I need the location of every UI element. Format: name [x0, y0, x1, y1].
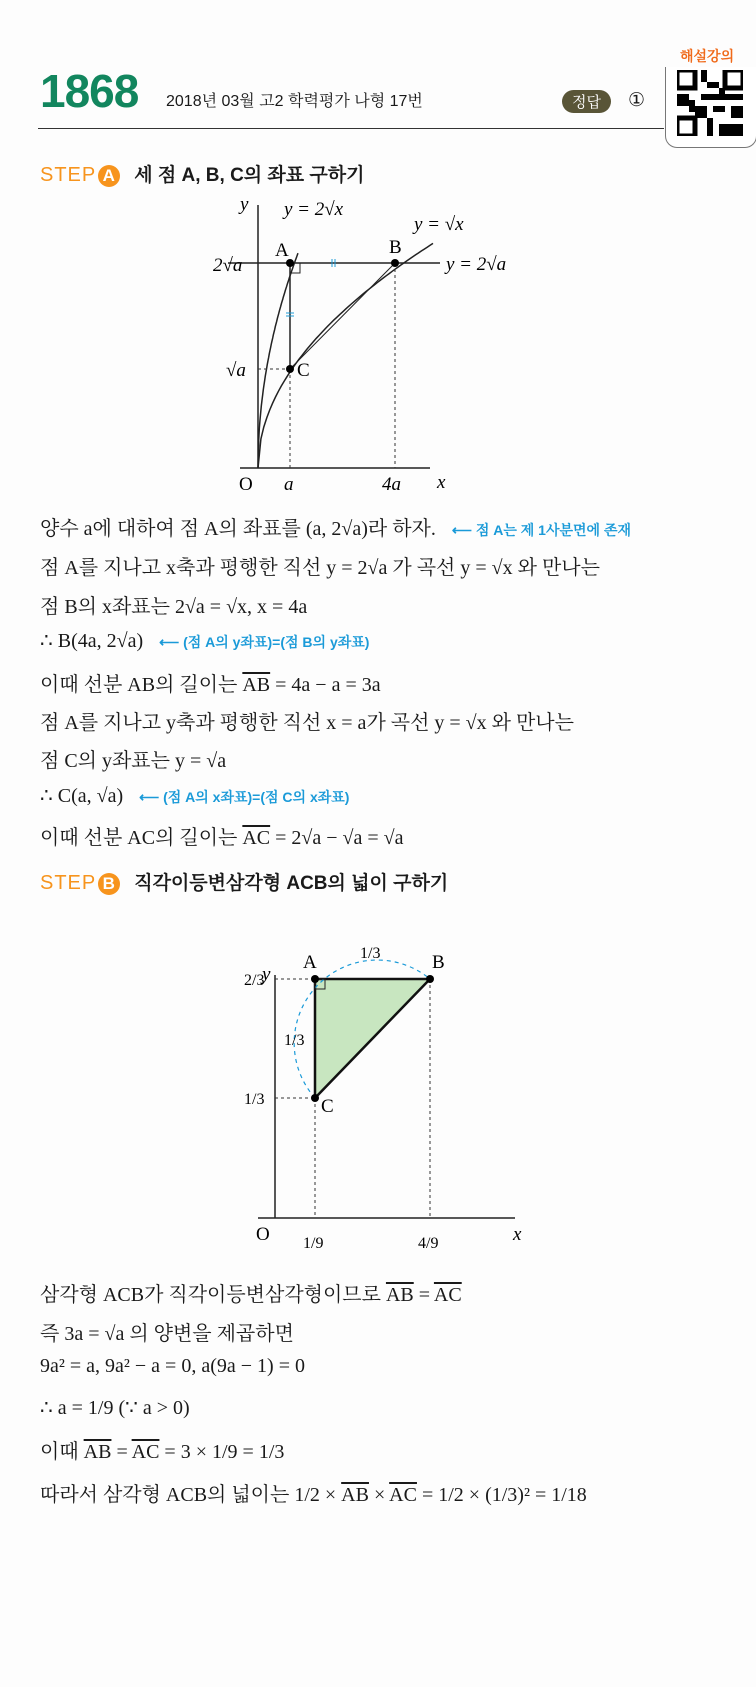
line-text: = 3 × 1/9 = 1/3 — [159, 1441, 285, 1463]
tick-sqrt-a: √a — [226, 360, 246, 381]
line-text: = 4a − a = 3a — [270, 674, 381, 696]
segment-notation: $\overline{AC}$ — [131, 1441, 160, 1463]
line-text: 즉 3a = √a 의 양변을 제곱하면 — [40, 1323, 294, 1345]
segment-notation: $\overline{AB}$ — [385, 1284, 414, 1306]
line-text: = — [111, 1441, 132, 1463]
line-text: 양수 a에 대하여 점 A의 좌표를 (a, 2√a)라 하자. — [40, 518, 436, 540]
tick-a: a — [284, 474, 294, 495]
solution-line — [40, 628, 369, 653]
solution-line — [40, 706, 574, 735]
problem-source: 2018년 03월 고2 학력평가 나형 17번 — [166, 93, 423, 110]
solution-line — [40, 512, 631, 541]
solution-line — [40, 1478, 587, 1507]
annotation-note: ⟵ (점 A의 x좌표)=(점 C의 x좌표) — [139, 789, 350, 805]
label-ac-length: 1/3 — [284, 1032, 305, 1049]
solution-line — [40, 1355, 305, 1378]
step-letter: B — [98, 873, 120, 895]
tick-2-3: 2/3 — [244, 972, 265, 989]
line-text: 이때 선분 AB의 길이는 — [40, 674, 243, 696]
label-b: B — [389, 237, 402, 258]
answer-badge: 정답 — [562, 90, 611, 113]
y-axis-label: y — [240, 194, 249, 215]
segment-cb — [290, 263, 395, 369]
step-title: 세 점 A, B, C의 좌표 구하기 — [134, 165, 365, 186]
line-text: ∴ B(4a, 2√a) — [40, 630, 144, 652]
origin-label: O — [239, 474, 253, 495]
curve-y-2sqrt-x — [258, 253, 298, 468]
line-text: 점 B의 x좌표는 2√a = √x, x = 4a — [40, 596, 308, 618]
solution-line — [40, 551, 600, 580]
tick-2sqrt-a: 2√a — [213, 255, 243, 276]
line-text: 삼각형 ACB가 직각이등변삼각형이므로 — [40, 1284, 386, 1306]
lecture-label: 해설강의 — [680, 48, 735, 64]
tick-4-9: 4/9 — [418, 1235, 439, 1252]
label-c: C — [297, 360, 310, 381]
line-text: × — [368, 1484, 390, 1506]
solution-line — [40, 1435, 284, 1464]
step-letter: A — [98, 165, 120, 187]
line-text: 9a² = a, 9a² − a = 0, a(9a − 1) = 0 — [40, 1355, 305, 1377]
y-axis-label: y — [262, 964, 271, 985]
line-text: 점 A를 지나고 y축과 평행한 직선 x = a가 곡선 y = √x 와 만나는 — [40, 712, 574, 734]
solution-line — [40, 590, 307, 619]
line-text: = 2√a − √a = √a — [270, 827, 404, 849]
solution-line — [40, 744, 226, 773]
triangle-acb — [315, 979, 430, 1098]
label-c: C — [321, 1096, 334, 1117]
origin-label: O — [256, 1224, 270, 1245]
tick-4a: 4a — [382, 474, 401, 495]
step-title: 직각이등변삼각형 ACB의 넓이 구하기 — [134, 873, 449, 894]
line-text: 따라서 삼각형 ACB의 넓이는 1/2 × — [40, 1484, 342, 1506]
label-y-2sqrt-x: y = 2√x — [284, 199, 344, 220]
segment-notation: $\overline{AB}$ — [341, 1484, 369, 1506]
label-a: A — [303, 952, 317, 973]
label-y-sqrt-x: y = √x — [414, 214, 464, 235]
segment-notation: $\overline{AC}$ — [242, 827, 271, 849]
graph-step-b — [230, 940, 530, 1262]
label-y-2sqrt-a: y = 2√a — [446, 254, 507, 275]
segment-notation: $\overline{AC}$ — [433, 1284, 462, 1306]
solution-line — [40, 783, 349, 808]
line-text: ∴ C(a, √a) — [40, 785, 124, 807]
solution-line — [40, 1317, 294, 1346]
line-text: ∴ a = 1/9 (∵ a > 0) — [40, 1397, 190, 1419]
label-ab-length: 1/3 — [360, 945, 381, 962]
step-label: STEP — [40, 164, 97, 186]
line-text: 이때 선분 AC의 길이는 — [40, 827, 243, 849]
segment-notation: $\overline{AC}$ — [389, 1484, 417, 1506]
x-axis-label: x — [513, 1224, 522, 1245]
step-a-heading — [40, 160, 364, 187]
solution-line — [40, 1278, 462, 1307]
solution-line — [40, 1395, 190, 1420]
line-text: 점 C의 y좌표는 y = √a — [40, 750, 227, 772]
qr-code-icon[interactable] — [677, 70, 743, 136]
solution-line — [40, 668, 381, 697]
line-text: = 1/2 × (1/3)² = 1/18 — [416, 1484, 587, 1506]
tick-1-3: 1/3 — [244, 1091, 265, 1108]
annotation-note: ⟵ (점 A의 y좌표)=(점 B의 y좌표) — [159, 634, 370, 650]
answer-value: ① — [628, 89, 646, 111]
solution-line — [40, 821, 404, 850]
line-text: 점 A를 지나고 x축과 평행한 직선 y = 2√a 가 곡선 y = √x 와 만나는 — [40, 557, 600, 579]
curve-y-sqrt-x — [258, 243, 433, 468]
segment-notation: $\overline{AB}$ — [83, 1441, 112, 1463]
step-label: STEP — [40, 872, 97, 894]
graph-step-a — [200, 190, 530, 502]
annotation-note: ⟵ 점 A는 제 1사분면에 존재 — [451, 522, 631, 538]
problem-number: 1868 — [40, 65, 139, 117]
line-text: = — [413, 1284, 434, 1306]
label-a: A — [275, 240, 289, 261]
point-c — [286, 365, 294, 373]
header-divider — [38, 128, 664, 129]
segment-notation: $\overline{AB}$ — [242, 674, 271, 696]
line-text: 이때 — [40, 1441, 84, 1463]
step-b-heading — [40, 868, 448, 895]
x-axis-label: x — [437, 472, 446, 493]
tick-1-9: 1/9 — [303, 1235, 324, 1252]
label-b: B — [432, 952, 445, 973]
point-b — [391, 259, 399, 267]
